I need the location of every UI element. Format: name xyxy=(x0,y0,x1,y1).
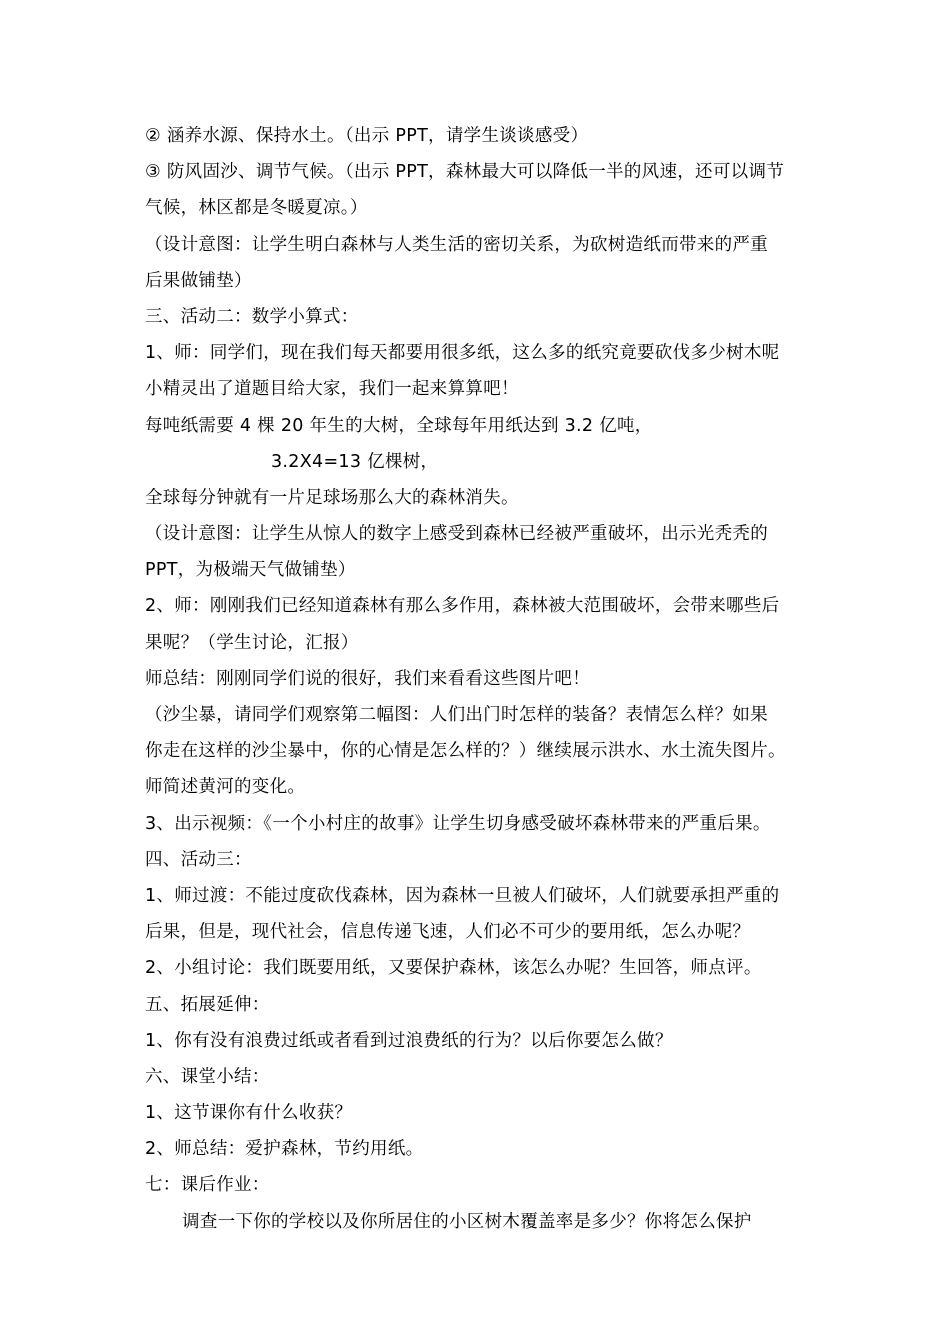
design-intent-1: （设计意图：让学生明白森林与人类生活的密切关系，为砍树造纸而带来的严重 xyxy=(145,234,768,255)
yellow-river-note: 师简述黄河的变化。 xyxy=(145,777,306,798)
document-body xyxy=(145,118,815,1240)
extension-step-1: 1、你有没有浪费过纸或者看到过浪费纸的行为？以后你要怎么做？ xyxy=(145,1030,673,1051)
activity-3-step-2: 2、小组讨论：我们既要用纸，又要保护森林，该怎么办呢？生回答，师点评。 xyxy=(145,958,762,979)
activity-2-step-3: 3、出示视频：《一个小村庄的故事》让学生切身感受破坏森林带来的严重后果。 xyxy=(145,813,771,834)
activity-2-step-2: 2、师：刚刚我们已经知道森林有那么多作用，森林被大范围破坏，会带来哪些后 xyxy=(145,596,780,617)
summary-step-2: 2、师总结：爱护森林，节约用纸。 xyxy=(145,1139,424,1160)
activity-3-step-1-continued: 后果，但是，现代社会，信息传递飞速，人们必不可少的要用纸，怎么办呢？ xyxy=(145,922,751,943)
section-heading-activity-2: 三、活动二：数学小算式： xyxy=(145,306,359,327)
activity-3-step-1: 1、师过渡：不能过度砍伐森林，因为森林一旦被人们破坏，人们就要承担严重的 xyxy=(145,885,780,906)
calculation-formula: 3.2X4=13 亿棵树， xyxy=(271,451,439,472)
section-heading-summary: 六、课堂小结： xyxy=(145,1066,270,1087)
design-intent-2: （设计意图：让学生从惊人的数字上感受到森林已经被严重破坏，出示光秃秃的 xyxy=(145,524,768,545)
design-intent-2-continued: PPT，为极端天气做铺垫） xyxy=(145,560,356,581)
activity-2-step-2-continued: 果呢？（学生讨论，汇报） xyxy=(145,632,359,653)
section-heading-homework: 七：课后作业： xyxy=(145,1175,270,1196)
activity-2-step-1-continued: 小精灵出了道题目给大家，我们一起来算算吧！ xyxy=(145,379,519,400)
design-intent-1-continued: 后果做铺垫） xyxy=(145,270,252,291)
teacher-summary: 师总结：刚刚同学们说的很好，我们来看看这些图片吧！ xyxy=(145,668,590,689)
section-heading-extension: 五、拓展延伸： xyxy=(145,994,270,1015)
activity-2-step-1: 1、师：同学们，现在我们每天都要用很多纸，这么多的纸究竟要砍伐多少树木呢 xyxy=(145,343,780,364)
benefit-item-3-continued: 气候，林区都是冬暖夏凉。） xyxy=(145,198,368,219)
homework-text: 调查一下你的学校以及你所居住的小区树木覆盖率是多少？你将怎么保护 xyxy=(182,1211,752,1232)
summary-step-1: 1、这节课你有什么收获？ xyxy=(145,1103,353,1124)
section-heading-activity-3: 四、活动三： xyxy=(145,849,252,870)
sandstorm-note: （沙尘暴，请同学们观察第二幅图：人们出门时怎样的装备？表情怎么样？如果 xyxy=(145,705,768,725)
forest-loss-fact: 全球每分钟就有一片足球场那么大的森林消失。 xyxy=(145,487,519,508)
benefit-item-3: ③ 防风固沙、调节气候。（出示 PPT，森林最大可以降低一半的风速，还可以调节 xyxy=(145,162,785,183)
paper-fact: 每吨纸需要 4 棵 20 年生的大树，全球每年用纸达到 3.2 亿吨， xyxy=(145,415,653,436)
benefit-item-2: ② 涵养水源、保持水土。（出示 PPT，请学生谈谈感受） xyxy=(145,126,589,146)
sandstorm-note-continued: 你走在这样的沙尘暴中，你的心情是怎么样的？）继续展示洪水、水土流失图片。 xyxy=(145,741,786,762)
